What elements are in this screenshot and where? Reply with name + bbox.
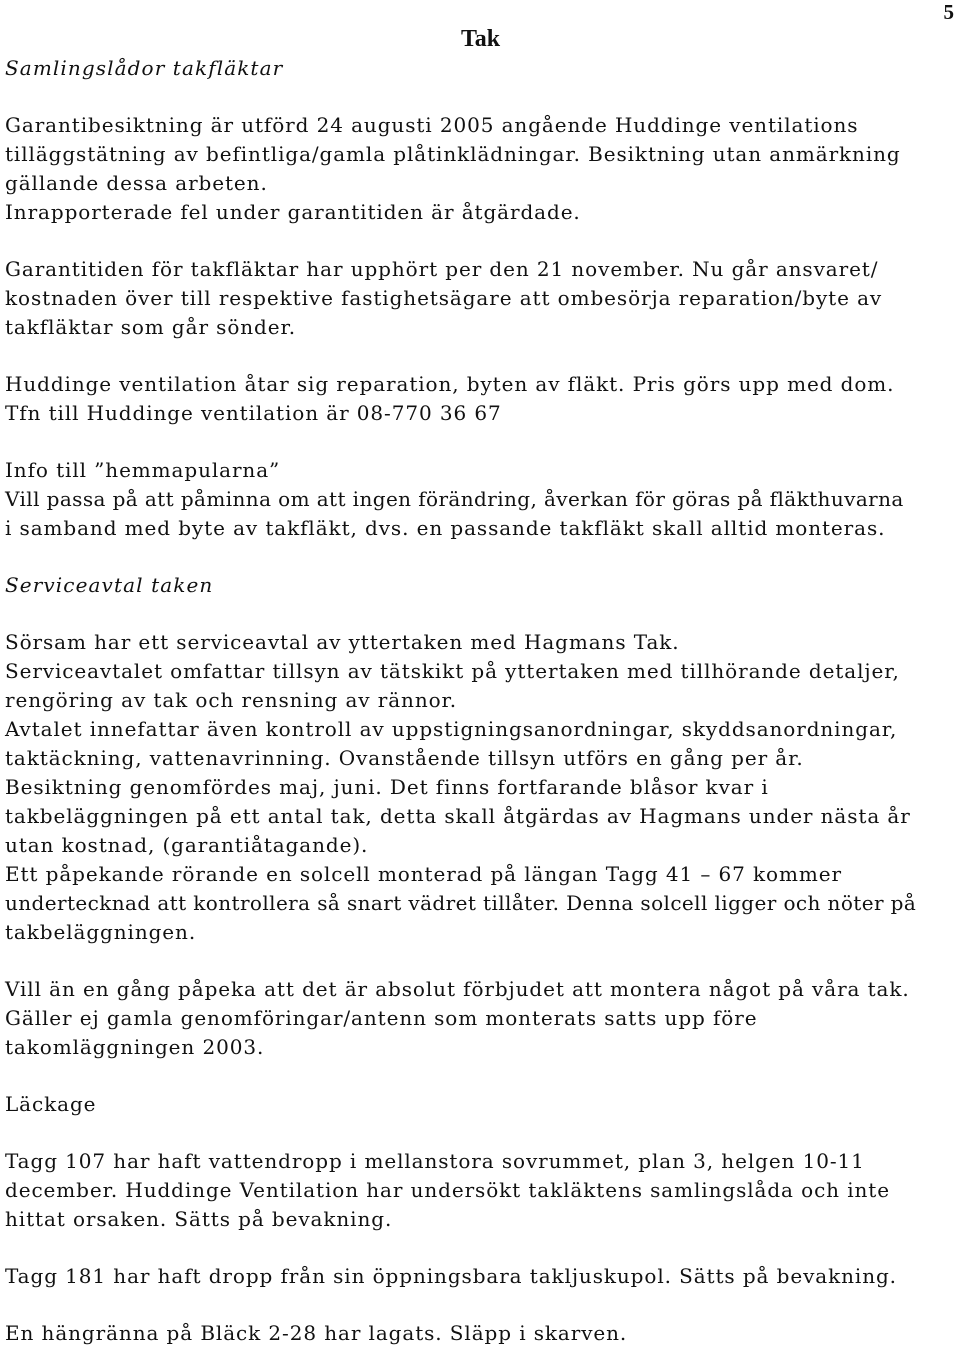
paragraph-hangranna xyxy=(5,1319,957,1348)
text-line: Tfn till Huddinge ventilation är 08-770 36 67 xyxy=(5,401,502,425)
text-line: Sörsam har ett serviceavtal av yttertaken med Hagmans Tak. xyxy=(5,630,680,654)
text-line: Tagg 181 har haft dropp från sin öppningsbara takljuskupol. Sätts på bevakning. xyxy=(5,1264,897,1288)
text-line: hittat orsaken. Sätts på bevakning. xyxy=(5,1207,393,1231)
text-line: takbeläggningen. xyxy=(5,920,197,944)
section-heading-serviceavtal: Serviceavtal taken xyxy=(5,573,214,597)
text-line: rengöring av tak och rensning av rännor. xyxy=(5,688,458,712)
paragraph-gap xyxy=(5,947,957,975)
document-body xyxy=(5,111,957,1348)
text-line: kostnaden över till respektive fastighetsägare att ombesörja reparation/byte av xyxy=(5,286,883,310)
text-line: Garantitiden för takfläktar har upphört per den 21 november. Nu går ansvaret/ xyxy=(5,257,879,281)
paragraph-gap xyxy=(5,227,957,255)
subtitle: Samlingslådor takfläktar xyxy=(5,56,284,80)
text-line: Serviceavtalet omfattar tillsyn av tätskikt på yttertaken med tillhörande detaljer, xyxy=(5,659,900,683)
paragraph-gap xyxy=(5,1062,957,1090)
text-line: december. Huddinge Ventilation har undersökt takläktens samlingslåda och inte xyxy=(5,1178,890,1202)
text-line: gällande dessa arbeten. xyxy=(5,171,268,195)
paragraph-gap xyxy=(5,1234,957,1262)
text-line: Vill än en gång påpeka att det är absolut förbjudet att montera något på våra tak. xyxy=(5,977,910,1001)
text-line: Avtalet innefattar även kontroll av uppstigningsanordningar, skyddsanordningar, xyxy=(5,717,898,741)
text-line: tilläggstätning av befintliga/gamla plåtinklädningar. Besiktning utan anmärkning xyxy=(5,142,901,166)
text-line: undertecknad att kontrollera så snart vädret tillåter. Denna solcell ligger och nöter på xyxy=(5,891,917,915)
text-line: Gäller ej gamla genomföringar/antenn som monterats satts upp före xyxy=(5,1006,758,1030)
text-line: Inrapporterade fel under garantitiden är åtgärdade. xyxy=(5,200,581,224)
paragraph-gap xyxy=(5,342,957,370)
text-line: En hängränna på Bläck 2-28 har lagats. Släpp i skarven. xyxy=(5,1321,628,1345)
text-line: takomläggningen 2003. xyxy=(5,1035,265,1059)
paragraph-gap xyxy=(5,1119,957,1147)
text-line: i samband med byte av takfläkt, dvs. en passande takfläkt skall alltid monteras. xyxy=(5,516,886,540)
paragraph-garantibesiktning xyxy=(5,111,957,227)
paragraph-info xyxy=(5,456,957,543)
paragraph-gap xyxy=(5,600,957,628)
text-line: takfläktar som går sönder. xyxy=(5,315,297,339)
text-line: Ett påpekande rörande en solcell monterad på längan Tagg 41 – 67 kommer xyxy=(5,862,842,886)
text-line: Huddinge ventilation åtar sig reparation, byten av fläkt. Pris görs upp med dom. xyxy=(5,372,895,396)
paragraph-forbud xyxy=(5,975,957,1062)
paragraph-huddinge-ventilation xyxy=(5,370,957,428)
page-number: 5 xyxy=(943,0,954,24)
paragraph-gap xyxy=(5,543,957,571)
text-line: Info till ”hemmapularna” xyxy=(5,458,281,482)
section-title: Tak xyxy=(461,26,501,52)
text-line: Vill passa på att påminna om att ingen förändring, åverkan för göras på fläkthuvarna xyxy=(5,487,904,511)
paragraph-garantitiden xyxy=(5,255,957,342)
paragraph-gap xyxy=(5,1291,957,1319)
paragraph-tagg-107 xyxy=(5,1147,957,1234)
paragraph-serviceavtal xyxy=(5,628,957,947)
paragraph-tagg-181 xyxy=(5,1262,957,1291)
text-line: utan kostnad, (garantiåtagande). xyxy=(5,833,369,857)
paragraph-gap xyxy=(5,428,957,456)
text-line: taktäckning, vattenavrinning. Ovanstående tillsyn utförs en gång per år. xyxy=(5,746,804,770)
text-line: Besiktning genomfördes maj, juni. Det finns fortfarande blåsor kvar i xyxy=(5,775,769,799)
text-line: Tagg 107 har haft vattendropp i mellanstora sovrummet, plan 3, helgen 10-11 xyxy=(5,1149,865,1173)
text-line: Garantibesiktning är utförd 24 augusti 2005 angående Huddinge ventilations xyxy=(5,113,859,137)
section-heading-lackage: Läckage xyxy=(5,1092,97,1116)
text-line: takbeläggningen på ett antal tak, detta skall åtgärdas av Hagmans under nästa år xyxy=(5,804,911,828)
